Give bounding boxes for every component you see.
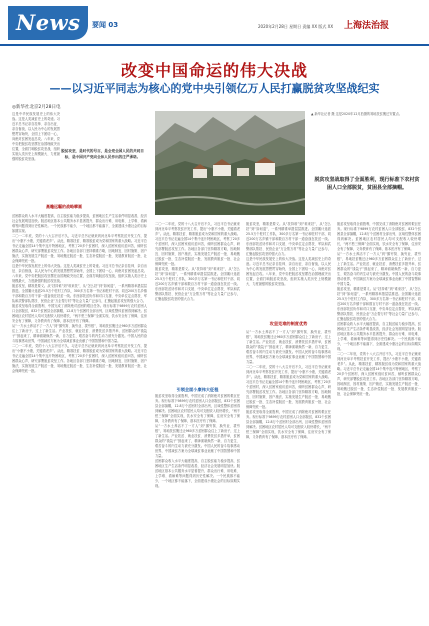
body-text: 从“一方水土养活不了一方人”到“挪穷窝、换穷业、拔穷根”，易地扶贫搬迁让960多万贫困群众住上了新房子，过上了新生活。产业扶贫、就业扶贫、消费扶贫多措并举，贫困群众的“钱袋子”鼓起来了，精神面貌焕然一新，自力更生、艰苦奋斗的内生动力被充分激发。中国人民的奋斗故事感动世界，中国减贫方案为全球减贫事业贡献了中国智慧和中国力量。: [12, 324, 147, 343]
body-column-2: [155, 222, 240, 382]
body-column-2b: [155, 394, 240, 618]
body-column-1b: [12, 214, 147, 618]
subheadline: ——以习近平同志为核心的党中央引领亿万人民打赢脱贫攻坚战纪实: [49, 82, 380, 95]
section-label: 要闻 03: [92, 21, 119, 29]
body-text: 贫困群众收入水平大幅度提高，自主脱贫能力稳步提高，贫困地区生产生活条件明显改善，经济社会发展明显加快。脱贫地区基本公共服务水平显著提升，群众出行难、用电难、上学难、看病难等问题得到历史性解决。一个民族都不能少，一个地区都不能落下，全面建成小康社会的目标如期实现。: [155, 459, 240, 488]
body-column-3b: [246, 330, 331, 618]
body-text: 脱贫攻坚，精准是要义。从“扶持谁”到“谁来扶”，从“怎么扶”到“如何退”，一系列精准举措层层推进。全国累计选派25.5万个驻村工作队、300多万名第一书记和驻村干部，同近200万名乡镇干部和数百万村干部一道奋战在扶贫一线。东西部扶贫协作和对口支援、中央单位定点帮扶、军队和武警部队帮扶、民营企业“万企帮万村”等社会力量广泛参与，汇聚起脱贫攻坚的强大合力。: [246, 222, 331, 256]
section-title-1: 高瞻远瞩的战略擘画: [46, 204, 82, 209]
body-text: 二〇一二年底，党的十八大召开后不久，习近平总书记就来到河北阜平考察扶贫开发工作，提出“小康不小康，关键看老乡”。从此，精准扶贫、精准脱贫成为党和国家的重大战略。习近平总书记走遍全国14个集中连片特困地区，考察了20多个贫困村，深入贫困家庭访贫问苦，倾听贫困群众心声，研究部署脱贫攻坚工作。各地区各部门坚持精准方略，因地制宜、因村施策、因户施法，实施发展生产脱贫一批、易地搬迁脱贫一批、生态补偿脱贫一批、发展教育脱贫一批、社会保障兜底一批。: [12, 344, 147, 373]
body-text: 脱贫攻坚，精准是要义。从“扶持谁”到“谁来扶”，从“怎么扶”到“如何退”，一系列精准举措层层推进。全国累计选派25.5万个驻村工作队、300多万名第一书记和驻村干部，同近200万名乡镇干部和数百万村干部一道奋战在扶贫一线。东西部扶贫协作和对口支援、中央单位定点帮扶、军队和武警部队帮扶、民营企业“万企帮万村”等社会力量广泛参与，汇聚起脱贫攻坚的强大合力。: [337, 287, 421, 321]
body-text: 二〇一二年底，党的十八大召开后不久，习近平总书记就来到河北阜平考察扶贫开发工作，提出“小康不小康，关键看老乡”。从此，精准扶贫、精准脱贫成为党和国家的重大战略。习近平总书记走遍全国14个集中连片特困地区，考察了20多个贫困村，深入贫困家庭访贫问苦，倾听贫困群众心声，研究部署脱贫攻坚工作。各地区各部门坚持精准方略，因地制宜、因村施策、因户施法，实施发展生产脱贫一批、易地搬迁脱贫一批、生态补偿脱贫一批、发展教育脱贫一批、社会保障兜底一批。: [155, 222, 240, 266]
section-title-3: 攻坚克难的制度优势: [269, 321, 308, 326]
masthead: 上海法治报: [344, 21, 390, 31]
body-text: 二〇一二年底，党的十八大召开后不久，习近平总书记就来到河北阜平考察扶贫开发工作，提出“小康不小康，关键看老乡”。从此，精准扶贫、精准脱贫成为党和国家的重大战略。习近平总书记走遍全国14个集中连片特困地区，考察了20多个贫困村，深入贫困家庭访贫问苦，倾听贫困群众心声，研究部署脱贫攻坚工作。各地区各部门坚持精准方略，因地制宜、因村施策、因户施法，实施发展生产脱贫一批、易地搬迁脱贫一批、生态补偿脱贫一批、发展教育脱贫一批、社会保障兜底一批。: [246, 365, 331, 409]
body-text: 贫困群众收入水平大幅度提高，自主脱贫能力稳步提高，贫困地区生产生活条件明显改善，经济社会发展明显加快。脱贫地区基本公共服务水平显著提升，群众出行难、用电难、上学难、看病难等问题得到历史性解决。一个民族都不能少，一个地区都不能落下，全面建成小康社会的目标如期实现。: [337, 322, 421, 351]
body-text: 脱贫攻坚，精准是要义。从“扶持谁”到“谁来扶”，从“怎么扶”到“如何退”，一系列精准举措层层推进。全国累计选派25.5万个驻村工作队、300多万名第一书记和驻村干部，同近200万名乡镇干部和数百万村干部一道奋战在扶贫一线。东西部扶贫协作和对口支援、中央单位定点帮扶、军队和武警部队帮扶、民营企业“万企帮万村”等社会力量广泛参与，汇聚起脱贫攻坚的强大合力。: [12, 284, 147, 303]
date-line: 2020年2月28日 星期日 责编 XX 版式 XX: [258, 24, 334, 29]
body-column-1: [12, 112, 60, 202]
article-photo: [155, 111, 305, 215]
byline: ◎新华社北京2月28日电: [12, 105, 61, 110]
mountain-village-photo: [155, 111, 305, 215]
body-text: 从“一方水土养活不了一方人”到“挪穷窝、换穷业、拔穷根”，易地扶贫搬迁让960多万贫困群众住上了新房子，过上了新生活。产业扶贫、就业扶贫、消费扶贫多措并举，贫困群众的“钱袋子”鼓起来了，精神面貌焕然一新，自力更生、艰苦奋斗的内生动力被充分激发。中国人民的奋斗故事感动世界，中国减贫方案为全球减贫事业贡献了中国智慧和中国力量。: [337, 252, 421, 286]
body-text: 这是中华民族发展史上的伟大决战。这是人类减贫史上的奇迹。习近平总书记亲自挂帅、亲自出征、亲自督战，以人民为中心的发展思想贯穿始终，全国上下团结一心，向绝对贫困发起总攻。八年来，党中央把脱贫攻坚摆在治国理政突出位置，全面打响脱贫攻坚战，组织实施人类历史上规模最大、力度最强的脱贫攻坚战。: [12, 112, 60, 161]
body-text: 这是中华民族发展史上的伟大决战。这是人类减贫史上的奇迹。习近平总书记亲自挂帅、亲自出征、亲自督战，以人民为中心的发展思想贯穿始终，全国上下团结一心，向绝对贫困发起总攻。八年来，党中央把脱贫攻坚摆在治国理政突出位置，全面打响脱贫攻坚战，组织实施人类历史上规模最大、力度最强的脱贫攻坚战。: [12, 264, 147, 283]
body-column-3: [246, 222, 331, 316]
body-text: 脱贫攻坚取得全面胜利，中国完成了消除绝对贫困的艰巨任务。现行标准下9899万农村贫困人口全部脱贫，832个贫困县全部摘帽，12.8万个贫困村全部出列，区域性整体贫困得到解决。贫困地区农村居民人均可支配收入较快增长，“两不愁三保障”全面实现，饮水安全有了保障，住房安全有了保障，义务教育有了保障，基本医疗有了保障。: [246, 410, 331, 439]
section-title-2: 引领全面小康伟大征程: [176, 387, 219, 392]
photo-caption: ▲ 新华社记者 摄 这是2020年12月拍摄的易地扶贫搬迁安置点。: [311, 112, 402, 116]
headline: 改变中国命运的伟大决战: [120, 61, 308, 80]
body-text: 二〇一二年底，党的十八大召开后不久，习近平总书记就来到河北阜平考察扶贫开发工作，提出“小康不小康，关键看老乡”。从此，精准扶贫、精准脱贫成为党和国家的重大战略。习近平总书记走遍全国14个集中连片特困地区，考察了20多个贫困村，深入贫困家庭访贫问苦，倾听贫困群众心声，研究部署脱贫攻坚工作。各地区各部门坚持精准方略，因地制宜、因村施策、因户施法，实施发展生产脱贫一批、易地搬迁脱贫一批、生态补偿脱贫一批、发展教育脱贫一批、社会保障兜底一批。: [337, 352, 421, 396]
body-text: 脱贫攻坚取得全面胜利，中国完成了消除绝对贫困的艰巨任务。现行标准下9899万农村贫困人口全部脱贫，832个贫困县全部摘帽，12.8万个贫困村全部出列，区域性整体贫困得到解决。贫困地区农村居民人均可支配收入较快增长，“两不愁三保障”全面实现，饮水安全有了保障，住房安全有了保障，义务教育有了保障，基本医疗有了保障。: [155, 394, 240, 423]
emphasis-text: 脱贫攻坚，是时代的号召，是全党全国人民的共同目标，是中国共产党向全体人民作出的庄严承诺。: [61, 149, 144, 159]
body-text: 二〇一二年底，党的十八大召开后不久，习近平总书记就来到河北阜平考察扶贫开发工作，提出“小康不小康，关键看老乡”。从此，精准扶贫、精准脱贫成为党和国家的重大战略。习近平总书记走遍全国14个集中连片特困地区，考察了20多个贫困村，深入贫困家庭访贫问苦，倾听贫困群众心声，研究部署脱贫攻坚工作。各地区各部门坚持精准方略，因地制宜、因村施策、因户施法，实施发展生产脱贫一批、易地搬迁脱贫一批、生态补偿脱贫一批、发展教育脱贫一批、社会保障兜底一批。: [12, 234, 147, 263]
page-header: [0, 0, 429, 46]
news-logo-text: News: [16, 10, 81, 35]
body-text: 从“一方水土养活不了一方人”到“挪穷窝、换穷业、拔穷根”，易地扶贫搬迁让960多万贫困群众住上了新房子，过上了新生活。产业扶贫、就业扶贫、消费扶贫多措并举，贫困群众的“钱袋子”鼓起来了，精神面貌焕然一新，自力更生、艰苦奋斗的内生动力被充分激发。中国人民的奋斗故事感动世界，中国减贫方案为全球减贫事业贡献了中国智慧和中国力量。: [155, 424, 240, 458]
body-text: 这是中华民族发展史上的伟大决战。这是人类减贫史上的奇迹。习近平总书记亲自挂帅、亲自出征、亲自督战，以人民为中心的发展思想贯穿始终，全国上下团结一心，向绝对贫困发起总攻。八年来，党中央把脱贫攻坚摆在治国理政突出位置，全面打响脱贫攻坚战，组织实施人类历史上规模最大、力度最强的脱贫攻坚战。: [246, 257, 331, 286]
body-column-4: [337, 222, 421, 618]
body-text: 贫困群众收入水平大幅度提高，自主脱贫能力稳步提高，贫困地区生产生活条件明显改善，经济社会发展明显加快。脱贫地区基本公共服务水平显著提升，群众出行难、用电难、上学难、看病难等问题得到历史性解决。一个民族都不能少，一个地区都不能落下，全面建成小康社会的目标如期实现。: [12, 214, 147, 233]
body-text: 脱贫攻坚取得全面胜利，中国完成了消除绝对贫困的艰巨任务。现行标准下9899万农村贫困人口全部脱贫，832个贫困县全部摘帽，12.8万个贫困村全部出列，区域性整体贫困得到解决。贫困地区农村居民人均可支配收入较快增长，“两不愁三保障”全面实现，饮水安全有了保障，住房安全有了保障，义务教育有了保障，基本医疗有了保障。: [337, 222, 421, 251]
body-text: 脱贫攻坚取得全面胜利，中国完成了消除绝对贫困的艰巨任务。现行标准下9899万农村贫困人口全部脱贫，832个贫困县全部摘帽，12.8万个贫困村全部出列，区域性整体贫困得到解决。贫困地区农村居民人均可支配收入较快增长，“两不愁三保障”全面实现，饮水安全有了保障，住房安全有了保障，义务教育有了保障，基本医疗有了保障。: [12, 304, 147, 323]
pull-quote: 脱贫攻坚战取得了全面胜利，现行标准下农村贫困人口全部脱贫，贫困县全部摘帽。: [314, 177, 420, 191]
body-text: 从“一方水土养活不了一方人”到“挪穷窝、换穷业、拔穷根”，易地扶贫搬迁让960多万贫困群众住上了新房子，过上了新生活。产业扶贫、就业扶贫、消费扶贫多措并举，贫困群众的“钱袋子”鼓起来了，精神面貌焕然一新，自力更生、艰苦奋斗的内生动力被充分激发。中国人民的奋斗故事感动世界，中国减贫方案为全球减贫事业贡献了中国智慧和中国力量。: [246, 330, 331, 364]
body-text: 脱贫攻坚，精准是要义。从“扶持谁”到“谁来扶”，从“怎么扶”到“如何退”，一系列精准举措层层推进。全国累计选派25.5万个驻村工作队、300多万名第一书记和驻村干部，同近200万名乡镇干部和数百万村干部一道奋战在扶贫一线。东西部扶贫协作和对口支援、中央单位定点帮扶、军队和武警部队帮扶、民营企业“万企帮万村”等社会力量广泛参与，汇聚起脱贫攻坚的强大合力。: [155, 267, 240, 301]
